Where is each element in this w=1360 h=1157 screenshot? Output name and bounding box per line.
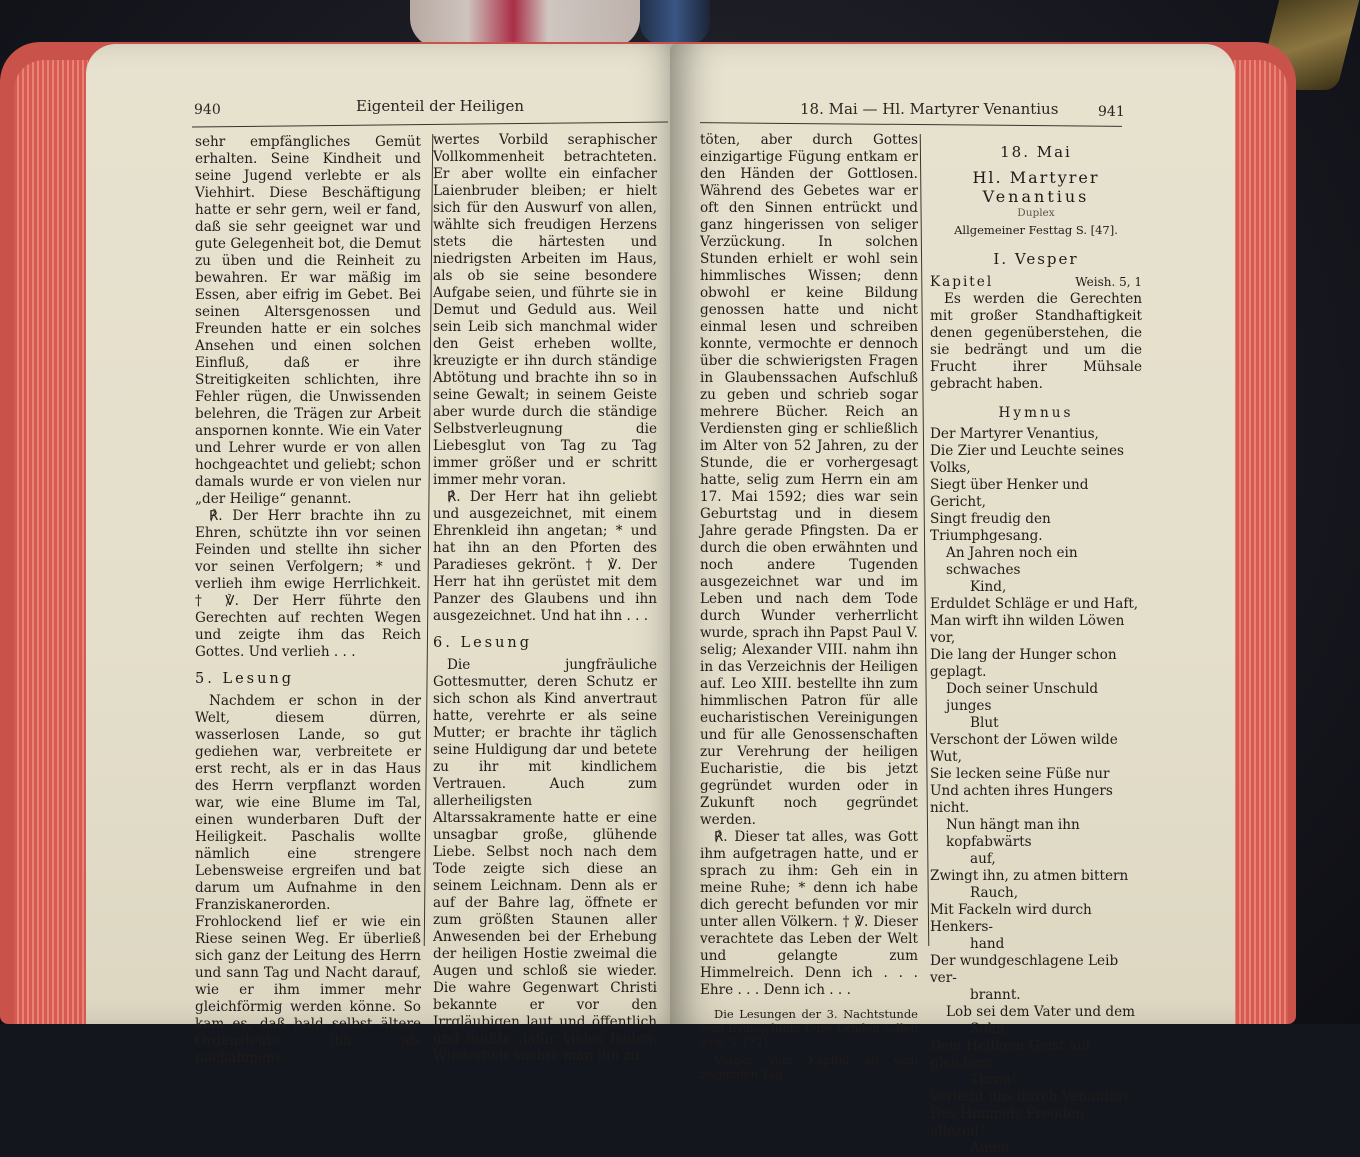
hymn-line: An Jahren noch ein schwaches — [946, 545, 1078, 578]
hymn-line: Dem Heiligen Geist auf gleichem — [930, 1038, 1091, 1071]
hymn-text — [930, 426, 1142, 1157]
hymn-line: Man wirft ihn wilden Löwen vor, — [930, 613, 1125, 646]
hymn-line: Blut — [970, 715, 999, 731]
hymn-line: Erduldet Schläge er und Haft, — [930, 596, 1139, 612]
left-col2-heading: 6. Lesung — [433, 635, 533, 651]
left-page-number: 940 — [194, 102, 221, 118]
right-col1-responsory: ℟. Dieser tat alles, was Gott ihm aufgetragen hatte, und er sprach zu ihm: Geh ein in meine Ruhe; * denn ich habe dich gerecht befunden vor mir unter allen Völkern. † ℣. Dieser verachtete das Leben der Welt und gelangte zum Himmelreich. Denn ich . . . Ehre . . . Denn ich . . . — [700, 829, 918, 998]
hymn-line: Verschont der Löwen wilde Wut, — [930, 732, 1118, 765]
vesper-heading: I. Vesper — [993, 250, 1079, 268]
hymn-line: Verleiht uns durch Venantius — [930, 1089, 1130, 1105]
right-running-head: 18. Mai — Hl. Martyrer Venantius — [800, 100, 1059, 118]
right-col1-note2: Vesper vom Kapitel ab vom folgenden Tag. — [700, 1053, 918, 1081]
hymn-line: Die lang der Hunger schon geplagt. — [930, 647, 1117, 680]
left-col2-para3: Die jungfräuliche Gottesmutter, deren Schutz er sich schon als Kind anvertraut hatte, verehrte er als seine Mutter; er brachte ihr täglich seine Huldigung dar und betete zu ihr mit kindlichem Vertrauen. Auch zum allerheiligsten Altarssakramente hatte er eine unsagbar große, glühende Liebe. Selbst noch nach dem Tode zeigte sich diese an seinem Leichnam. Denn als er auf der Bahre lag, öffnete er zum größten Staunen aller Anwesenden bei der Erhebung der heiligen Hostie zweimal die Augen und schloß sie wieder. Die wahre Gegenwart Christi bekannte er vor den Irrgläubigen laut und öffentlich und mußte dafür vieles leiden. Wiederholt suchte man ihn zu — [433, 657, 657, 1064]
left-running-head: Eigenteil der Heiligen — [356, 97, 525, 115]
left-col1-para3: Nachdem er schon in der Welt, diesem dürren, wasserlosen Lande, so gut gediehen war, verbreitete er erst recht, als er in das Haus des Herrn verpflanzt worden war, wie eine Blume im Tal, einen wunderbaren Duft der Heiligkeit. Paschalis wollte nämlich eine strengere Lebensweise ergreifen und bat darum um Aufnahme in den Franziskanerorden. Frohlockend lief er wie ein Riese seinen Weg. Er überließ sich ganz der Leitung des Herrn und sann Tag und Nacht darauf, wie er ihm immer mehr gleichförmig werden könne. So kam es, daß bald selbst ältere Ordensleute ihn als nachahmens- — [195, 693, 421, 1066]
left-col1-para1: sehr empfängliches Gemüt erhalten. Seine Kindheit und seine Jugend verlebte er als Viehhirt. Diese Beschäftigung hatte er sehr gern, weil er fand, daß sie sehr geeignet war und gute Gelegenheit bot, die Demut zu üben und die Reinheit zu bewahren. Er war mäßig im Essen, aber eifrig im Gebet. Bei seinen Altersgenossen und Freunden hatte er ein solches Ansehen und einen solchen Einfluß, daß er ihre Streitigkeiten schlichten, ihre Fehler rügen, die Unwissenden belehren, die Trägen zur Arbeit anspornen konnte. Wie ein Vater und Lehrer wurde er von allen hochgeachtet und geliebt; schon damals wurde er von vielen nur „der Heilige“ genannt. — [195, 134, 421, 507]
left-col1-responsory: ℟. Der Herr brachte ihn zu Ehren, schützte ihn vor seinen Feinden und stellte ihn sicher vor seinen Verfolgern; * und verlieh ihm ewige Herrlichkeit. † ℣. Der Herr führte den Gerechten auf rechten Wegen und zeigte ihm das Reich Gottes. Und verlieh . . . — [195, 508, 421, 660]
hymn-line: Der wundgeschlagene Leib ver- — [930, 953, 1119, 986]
hymn-line: Doch seiner Unschuld junges — [946, 681, 1099, 714]
hymn-line: Nun hängt man ihn kopfabwärts — [946, 817, 1080, 850]
left-col2-responsory: ℟. Der Herr hat ihn geliebt und ausgezeichnet, mit einem Ehrenkleid ihn angetan; * und hat ihn an den Pforten des Paradieses gekrönt. † ℣. Der Herr hat ihn gerüstet mit dem Panzer des Glaubens und ihn ausgezeichnet. Und hat ihn . . . — [433, 489, 657, 624]
right-column-1 — [700, 132, 918, 1081]
hymn-line: Lob sei dem Vater und dem — [946, 1004, 1136, 1020]
feast-date: 18. Mai — [1000, 143, 1072, 161]
right-column-2 — [930, 144, 1142, 1157]
kapitel-text: Es werden die Gerechten mit großer Standhaftigkeit denen gegenüberstehen, die sie bedrängt und um die Frucht ihrer Mühsale gebracht haben. — [930, 291, 1142, 392]
hymn-line: Mit Fackeln wird durch Henkers- — [930, 902, 1092, 935]
hymn-line: Kind, — [970, 579, 1007, 595]
right-page-edges — [1226, 60, 1288, 1024]
kapitel-row — [930, 274, 1142, 291]
right-col1-para1: töten, aber durch Gottes einzigartige Fügung entkam er den Händen der Gottlosen. Während des Gebetes war er oft den Sinnen entrückt und ganz hingerissen von seliger Verzückung. In solchen Stunden erhielt er wohl sein himmlisches Wissen; denn obwohl er keine Bildung genossen hatte und nicht einmal lesen und schreiben konnte, vermochte er dennoch über die schwierigsten Fragen in Glaubenssachen Aufschluß zu geben und schrieb sogar mehrere Bücher. Reich an Verdiensten ging er schließlich im Alter von 52 Jahren, zu der Stunde, die er vorhergesagt hatte, selig zum Herrn ein am 17. Mai 1592; dies war sein Geburtstag und in diesem Jahre gerade Pfingsten. Da er durch die oben erwähnten und noch andere Tugenden ausgezeichnet war und im Leben und nach dem Tode durch Wunder verherrlicht wurde, sprach ihn Papst Paul V. selig; Alexander VIII. nahm ihn in das Verzeichnis der Heiligen auf. Leo XIII. bestellte ihn zum himmlischen Patron für alle eucharistischen Vereinigungen und für alle Genossenschaften zur Verehrung der heiligen Eucharistie, die bis jetzt gegründet wurden oder in Zukunft noch gegründet werden. — [700, 132, 918, 828]
left-column-1 — [195, 134, 421, 1067]
left-column-2 — [433, 132, 657, 1065]
feast-title-line2: Venantius — [982, 187, 1090, 206]
hymn-line: Amen. — [970, 1140, 1014, 1156]
hymn-line: brannt. — [970, 987, 1021, 1003]
hymn-line: Zwingt ihn, zu atmen bittern — [930, 868, 1129, 884]
kapitel-reference: Weish. 5, 1 — [1075, 275, 1142, 289]
hymn-line: Thron! — [970, 1072, 1017, 1088]
hymn-line: Sohn, — [970, 1021, 1010, 1037]
hymnus-heading: Hymnus — [998, 405, 1074, 421]
hymn-line: Siegt über Henker und Gericht, — [930, 477, 1089, 510]
hymn-line: Und achten ihres Hungers nicht. — [930, 783, 1113, 816]
feast-common-ref: Allgemeiner Festtag S. [47]. — [954, 223, 1118, 237]
hymn-line: Des Himmels Freuden allezeit! — [930, 1106, 1085, 1139]
lace-bookmark — [410, 0, 640, 48]
hymn-line: Der Martyrer Venantius, — [930, 426, 1099, 442]
hymn-line: Rauch, — [970, 885, 1019, 901]
left-col1-heading: 5. Lesung — [195, 671, 295, 687]
hymn-line: hand — [970, 936, 1005, 952]
left-col2-para1: wertes Vorbild seraphischer Vollkommenheit betrachteten. Er aber wollte ein einfacher Laienbruder bleiben; er hielt sich für den Auswurf von allen, wählte sich freudigen Herzens stets die härtesten und niedrigsten Arbeiten im Haus, als ob sie seine besondere Aufgabe seien, und führte sie in Demut und Geduld aus. Weil sein Leib sich manchmal wider den Geist erheben wollte, kreuzigte er ihn durch ständige Abtötung und brachte ihn so in seine Gewalt; in seinem Geiste aber wurde durch die ständige Selbstverleugnung die Liebesglut von Tag zu Tag immer größer und er schritt immer mehr voran. — [433, 132, 657, 488]
kapitel-label: Kapitel — [930, 274, 994, 290]
hymn-line: Sie lecken seine Füße nur — [930, 766, 1110, 782]
blue-ribbon-bookmark — [640, 0, 710, 44]
left-page-edges — [14, 60, 88, 1024]
right-page-number: 941 — [1098, 104, 1125, 120]
feast-rank: Duplex — [1017, 207, 1055, 219]
hymn-line: Die Zier und Leuchte seines Volks, — [930, 443, 1124, 476]
hymn-line: auf, — [970, 851, 996, 867]
feast-title-line1: Hl. Martyrer — [972, 168, 1100, 187]
hymn-line: Singt freudig den Triumphgesang. — [930, 511, 1051, 544]
right-col1-note1: Die Lesungen der 3. Nachtstunde vom Evangelium: Eure Lenden sollen usw. S. [72]. — [700, 1007, 918, 1049]
